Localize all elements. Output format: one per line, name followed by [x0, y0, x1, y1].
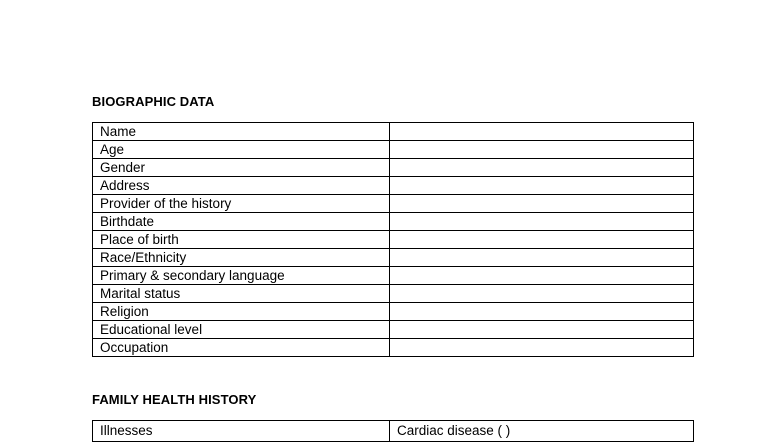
race-ethnicity-field[interactable] [390, 249, 694, 267]
cardiac-disease-field[interactable]: Cardiac disease ( ) [390, 421, 694, 442]
age-label: Age [93, 141, 390, 159]
table-row [93, 303, 694, 321]
table-row [93, 123, 694, 141]
language-label: Primary & secondary language [93, 267, 390, 285]
gender-label: Gender [93, 159, 390, 177]
race-ethnicity-label: Race/Ethnicity [93, 249, 390, 267]
marital-status-label: Marital status [93, 285, 390, 303]
table-row [93, 213, 694, 231]
table-row [93, 421, 694, 442]
name-field[interactable] [390, 123, 694, 141]
history-provider-field[interactable] [390, 195, 694, 213]
religion-field[interactable] [390, 303, 694, 321]
history-provider-label: Provider of the history [93, 195, 390, 213]
table-row [93, 285, 694, 303]
table-row [93, 231, 694, 249]
table-row [93, 141, 694, 159]
family-health-history-table [92, 420, 694, 442]
place-of-birth-label: Place of birth [93, 231, 390, 249]
address-field[interactable] [390, 177, 694, 195]
family-health-history-heading: FAMILY HEALTH HISTORY [92, 392, 257, 407]
table-row [93, 195, 694, 213]
occupation-field[interactable] [390, 339, 694, 357]
name-label: Name [93, 123, 390, 141]
table-row [93, 321, 694, 339]
table-row [93, 339, 694, 357]
biographic-data-heading: BIOGRAPHIC DATA [92, 94, 215, 109]
language-field[interactable] [390, 267, 694, 285]
table-row [93, 177, 694, 195]
age-field[interactable] [390, 141, 694, 159]
table-row [93, 267, 694, 285]
birthdate-label: Birthdate [93, 213, 390, 231]
biographic-data-table [92, 122, 694, 357]
birthdate-field[interactable] [390, 213, 694, 231]
marital-status-field[interactable] [390, 285, 694, 303]
table-row [93, 159, 694, 177]
educational-level-field[interactable] [390, 321, 694, 339]
educational-level-label: Educational level [93, 321, 390, 339]
address-label: Address [93, 177, 390, 195]
gender-field[interactable] [390, 159, 694, 177]
place-of-birth-field[interactable] [390, 231, 694, 249]
religion-label: Religion [93, 303, 390, 321]
illnesses-label: Illnesses [93, 421, 390, 442]
table-row [93, 249, 694, 267]
occupation-label: Occupation [93, 339, 390, 357]
